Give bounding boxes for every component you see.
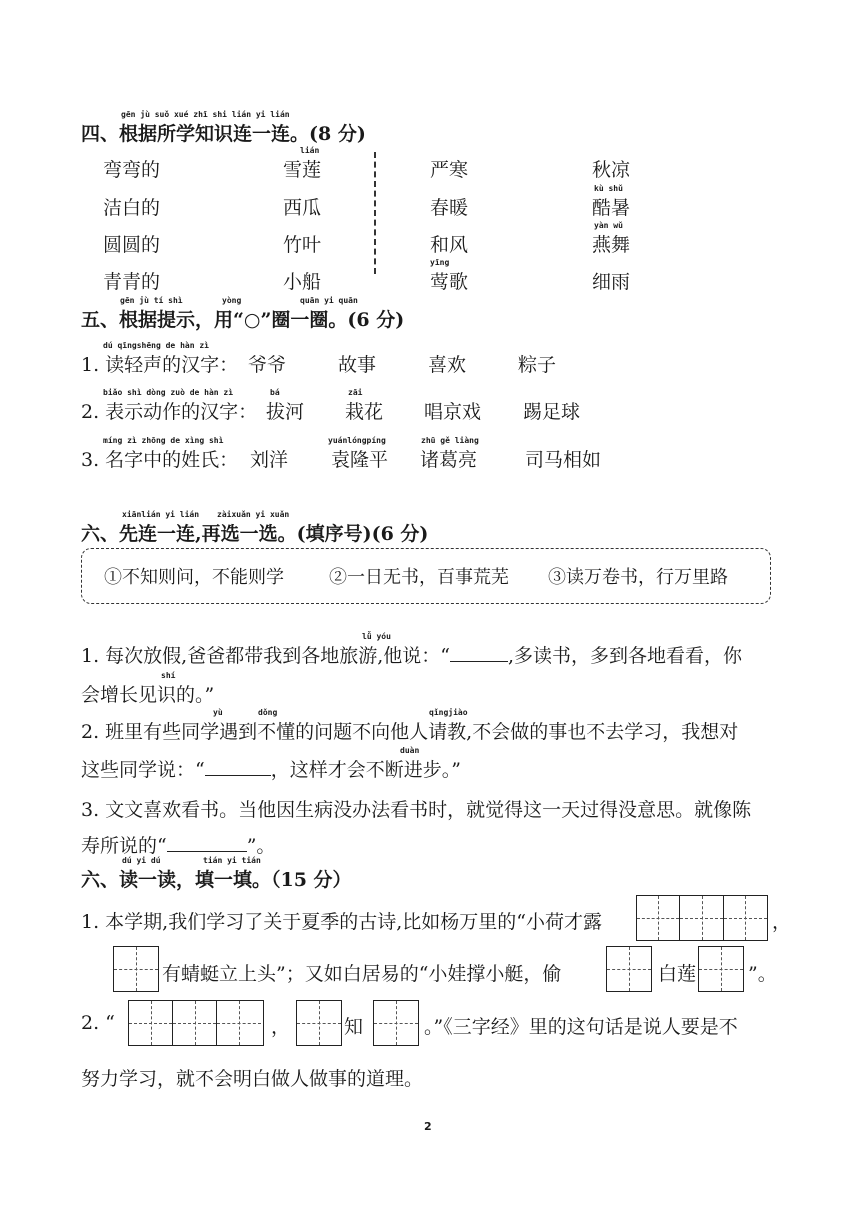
grid-cell[interactable]	[129, 1001, 173, 1045]
pinyin-annotation: tián yi tián	[203, 856, 261, 865]
question-text: 知	[344, 1016, 364, 1038]
question-6b-1-line-1: 1. 本学期,我们学习了关于夏季的古诗,比如杨万里的“小荷才露	[81, 911, 602, 933]
pinyin-annotation: yàn wǔ	[594, 221, 623, 230]
question-5-1-label: 1. 读轻声的汉字：	[81, 354, 239, 376]
question-text: 2. “	[81, 1012, 115, 1034]
pinyin-annotation: gēn jù suǒ xué zhī shi lián yi lián	[121, 110, 290, 119]
grid-cell[interactable]	[173, 1001, 217, 1045]
option-word[interactable]: 诸葛亮	[420, 449, 478, 471]
option-word[interactable]: 踢足球	[523, 401, 581, 423]
answer-blank[interactable]	[450, 643, 508, 662]
question-6a-3-line-1: 3. 文文喜欢看书。当他因生病没办法看书时，就觉得这一天过得没意思。就像陈	[81, 799, 752, 821]
option-word[interactable]: 栽花	[345, 401, 384, 423]
character-grid[interactable]	[113, 946, 159, 992]
character-grid[interactable]	[128, 1000, 264, 1046]
pinyin-annotation: bá	[270, 388, 280, 397]
question-text: ，	[271, 1016, 291, 1038]
word-col2-1: 雪莲	[283, 159, 322, 181]
question-text: ,多读书，多到各地看看，你	[507, 645, 743, 667]
grid-cell[interactable]	[297, 1001, 341, 1045]
word-col4-3: 燕舞	[592, 234, 631, 256]
pinyin-annotation: shí	[161, 671, 176, 680]
section-4-title: 四、根据所学知识连一连。(8 分)	[81, 123, 366, 145]
character-grid[interactable]	[606, 946, 652, 992]
question-text: 1. 每次放假,爸爸都带我到各地旅游,他说：“	[81, 645, 450, 667]
word-col3-4: 莺歌	[430, 271, 469, 293]
pinyin-annotation: duàn	[400, 746, 420, 755]
grid-cell[interactable]	[680, 896, 723, 940]
pinyin-annotation: lǚ yóu	[362, 632, 391, 641]
question-6a-2-line-2	[81, 755, 461, 782]
proverb-options-box	[81, 548, 771, 604]
option-word[interactable]: 刘洋	[250, 449, 289, 471]
character-grid[interactable]	[373, 1000, 419, 1046]
word-col2-4: 小船	[283, 271, 322, 293]
answer-blank[interactable]	[167, 833, 247, 852]
question-text: 寿所说的“	[81, 835, 167, 857]
question-5-2-label: 2. 表示动作的汉字：	[81, 401, 258, 423]
grid-cell[interactable]	[699, 947, 743, 991]
word-col4-4: 细雨	[592, 271, 631, 293]
pinyin-annotation: dú qīngshēng de hàn zì	[103, 341, 209, 350]
answer-blank[interactable]	[205, 757, 271, 776]
question-text: ，	[772, 911, 792, 933]
question-5-3-label: 3. 名字中的姓氏：	[81, 449, 239, 471]
pinyin-annotation: zhū gě liàng	[421, 436, 479, 445]
pinyin-annotation: dú yi dú	[122, 856, 161, 865]
question-text: ”。	[246, 835, 276, 857]
grid-cell[interactable]	[114, 947, 158, 991]
word-col3-1: 严寒	[430, 159, 469, 181]
question-6b-2-line-2: 努力学习，就不会明白做人做事的道理。	[81, 1068, 424, 1090]
proverb-option-2: ②一日无书，百事荒芜	[329, 567, 509, 588]
character-grid[interactable]	[636, 895, 768, 941]
pinyin-annotation: xiānlián yi lián	[122, 510, 200, 519]
grid-cell[interactable]	[217, 1001, 261, 1045]
pinyin-annotation: zāi	[348, 388, 363, 397]
section-6b-title: 六、读一读，填一填。（15 分）	[81, 869, 352, 891]
word-col3-2: 春暖	[430, 197, 469, 219]
word-col3-3: 和风	[430, 234, 469, 256]
grid-cell[interactable]	[374, 1001, 418, 1045]
pinyin-annotation: dǒng	[258, 708, 278, 717]
option-word[interactable]: 粽子	[518, 354, 557, 376]
proverb-option-3: ③读万卷书，行万里路	[548, 567, 728, 588]
pinyin-annotation: yòng	[222, 296, 242, 305]
question-6a-3-line-2	[81, 831, 275, 858]
option-word[interactable]: 袁隆平	[331, 449, 389, 471]
word-col1-2: 洁白的	[103, 197, 161, 219]
word-col1-4: 青青的	[103, 271, 161, 293]
option-word[interactable]: 司马相如	[525, 449, 602, 471]
section-6a-title: 六、先连一连,再选一选。(填序号)(6 分)	[81, 523, 429, 545]
question-text: 这些同学说：“	[81, 759, 205, 781]
option-word[interactable]: 唱京戏	[424, 401, 482, 423]
question-text: ”。	[748, 963, 777, 985]
question-text: 白莲	[658, 963, 697, 985]
grid-cell[interactable]	[607, 947, 651, 991]
character-grid[interactable]	[296, 1000, 342, 1046]
pinyin-annotation: biǎo shì dòng zuò de hàn zì	[103, 388, 234, 397]
question-text: ，这样才会不断进步。”	[270, 759, 461, 781]
pinyin-annotation: qǐngjiào	[429, 708, 468, 717]
character-grid[interactable]	[698, 946, 744, 992]
option-word[interactable]: 故事	[338, 354, 377, 376]
section-5-title: 五、根据提示，用“○”圈一圈。(6 分)	[81, 309, 405, 331]
pinyin-annotation: lián	[300, 146, 320, 155]
page-number: 2	[424, 1120, 432, 1133]
question-6b-1-line-2: 有蜻蜓立上头”；又如白居易的“小娃撑小艇，偷	[162, 963, 562, 985]
pinyin-annotation: yù	[213, 708, 223, 717]
word-col1-3: 圆圆的	[103, 234, 161, 256]
question-6a-1-line-1	[81, 641, 742, 668]
option-word[interactable]: 爷爷	[248, 354, 287, 376]
word-col4-1: 秋凉	[592, 159, 631, 181]
option-word[interactable]: 喜欢	[428, 354, 467, 376]
pinyin-annotation: míng zì zhōng de xìng shì	[103, 436, 224, 445]
grid-cell[interactable]	[724, 896, 767, 940]
pinyin-annotation: yīng	[430, 258, 450, 267]
question-6a-2-line-1: 2. 班里有些同学遇到不懂的问题不向他人请教,不会做的事也不去学习，我想对	[81, 721, 739, 743]
word-col2-2: 西瓜	[283, 197, 322, 219]
pinyin-annotation: kù shǔ	[594, 184, 623, 193]
word-col1-1: 弯弯的	[103, 159, 161, 181]
dashed-divider	[374, 152, 376, 274]
question-6a-1-line-2: 会增长见识的。”	[81, 684, 215, 706]
question-text: 。”《三字经》里的这句话是说人要是不	[424, 1016, 738, 1038]
word-col4-2: 酷暑	[592, 197, 631, 219]
pinyin-annotation: zàixuǎn yi xuǎn	[217, 510, 290, 519]
proverb-option-1: ①不知则问，不能则学	[104, 567, 284, 588]
pinyin-annotation: gēn jù tí shì	[120, 296, 183, 305]
grid-cell[interactable]	[637, 896, 680, 940]
pinyin-annotation: quān yi quān	[300, 296, 358, 305]
word-col2-3: 竹叶	[283, 234, 322, 256]
pinyin-annotation: yuánlóngpíng	[328, 436, 386, 445]
option-word[interactable]: 拔河	[266, 401, 305, 423]
